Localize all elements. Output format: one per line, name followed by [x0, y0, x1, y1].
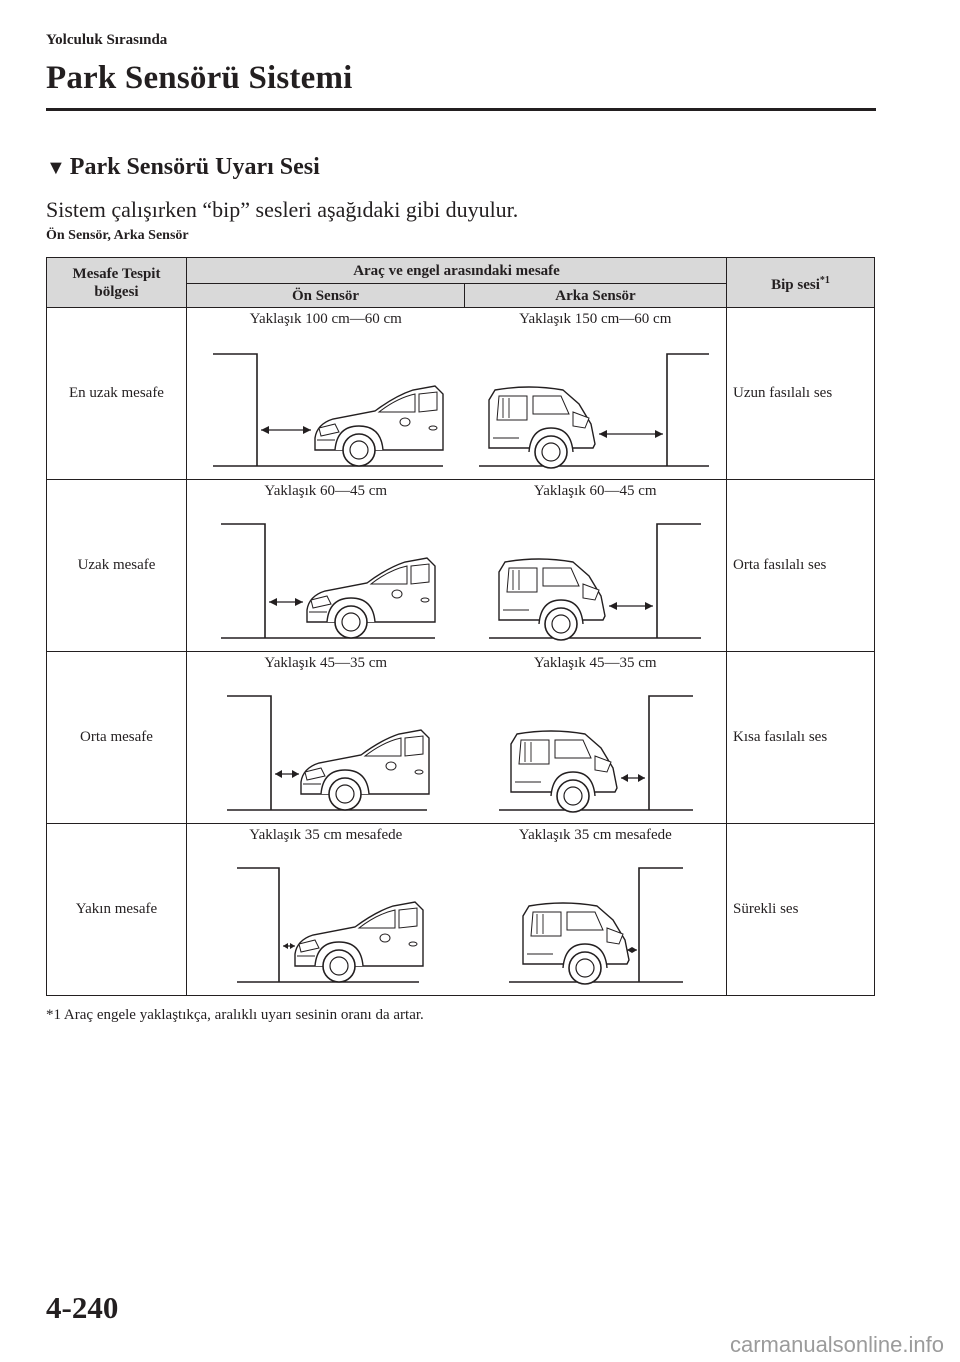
header-rear: Arka Sensör: [465, 284, 727, 308]
front-sensor-illustration: [187, 674, 465, 822]
front-sensor-illustration: [187, 502, 465, 650]
front-distance-label: Yaklaşık 35 cm mesafede: [249, 827, 403, 843]
front-distance-label: Yaklaşık 60—45 cm: [264, 483, 388, 499]
header-beep-text: Bip sesi: [771, 276, 820, 293]
table-row: [47, 480, 875, 652]
sub-heading-text: Park Sensörü Uyarı Sesi: [69, 154, 320, 180]
footnote: *1 Araç engele yaklaştıkça, aralıklı uyarı sesinin oranı da artar.: [46, 1007, 424, 1023]
header-front: Ön Sensör: [187, 284, 465, 308]
title-rule: [46, 108, 876, 111]
rear-diagram-cell: [465, 652, 727, 824]
zone-cell: En uzak mesafe: [47, 308, 187, 480]
front-sensor-illustration: [187, 846, 465, 994]
rear-distance-label: Yaklaşık 45—35 cm: [533, 655, 657, 671]
header-zone-line1: Mesafe Tespit: [72, 265, 161, 282]
rear-distance-label: Yaklaşık 150 cm—60 cm: [519, 311, 672, 327]
rear-sensor-illustration: [465, 330, 727, 478]
header-zone: [47, 258, 187, 308]
sub-heading: [46, 154, 320, 181]
beep-sound-cell: Sürekli ses: [727, 824, 875, 996]
header-distance-group: Araç ve engel arasındaki mesafe: [187, 258, 727, 284]
beep-sound-cell: Kısa fasılalı ses: [727, 652, 875, 824]
front-diagram-cell: [187, 480, 465, 652]
section-label: Yolculuk Sırasında: [46, 32, 168, 48]
front-distance-label: Yaklaşık 45—35 cm: [264, 655, 388, 671]
rear-distance-label: Yaklaşık 35 cm mesafede: [518, 827, 672, 843]
beep-sound-cell: Uzun fasılalı ses: [727, 308, 875, 480]
watermark: carmanualsonline.info: [729, 1332, 944, 1357]
table-row: [47, 652, 875, 824]
header-beep-note: *1: [819, 274, 830, 286]
intro-text: Sistem çalışırken “bip” sesleri aşağıdaki gibi duyulur.: [46, 197, 519, 222]
rear-sensor-illustration: [465, 846, 727, 994]
rear-diagram-cell: [465, 480, 727, 652]
beep-sound-cell: Orta fasılalı ses: [727, 480, 875, 652]
front-diagram-cell: [187, 824, 465, 996]
table-caption: Ön Sensör, Arka Sensör: [46, 228, 189, 243]
header-beep: [727, 258, 875, 308]
rear-distance-label: Yaklaşık 60—45 cm: [533, 483, 657, 499]
header-zone-line2: bölgesi: [94, 283, 139, 300]
zone-cell: Uzak mesafe: [47, 480, 187, 652]
front-sensor-illustration: [187, 330, 465, 478]
front-diagram-cell: [187, 308, 465, 480]
page-number: 4-240: [46, 1290, 119, 1325]
page-title: Park Sensörü Sistemi: [46, 60, 353, 96]
table-row: [47, 308, 875, 480]
rear-diagram-cell: [465, 824, 727, 996]
rear-sensor-illustration: [465, 502, 727, 650]
rear-sensor-illustration: [465, 674, 727, 822]
rear-diagram-cell: [465, 308, 727, 480]
triangle-marker-icon: ▼: [46, 157, 66, 179]
sensor-table: [46, 257, 875, 996]
zone-cell: Orta mesafe: [47, 652, 187, 824]
zone-cell: Yakın mesafe: [47, 824, 187, 996]
front-diagram-cell: [187, 652, 465, 824]
front-distance-label: Yaklaşık 100 cm—60 cm: [249, 311, 402, 327]
table-row: [47, 824, 875, 996]
